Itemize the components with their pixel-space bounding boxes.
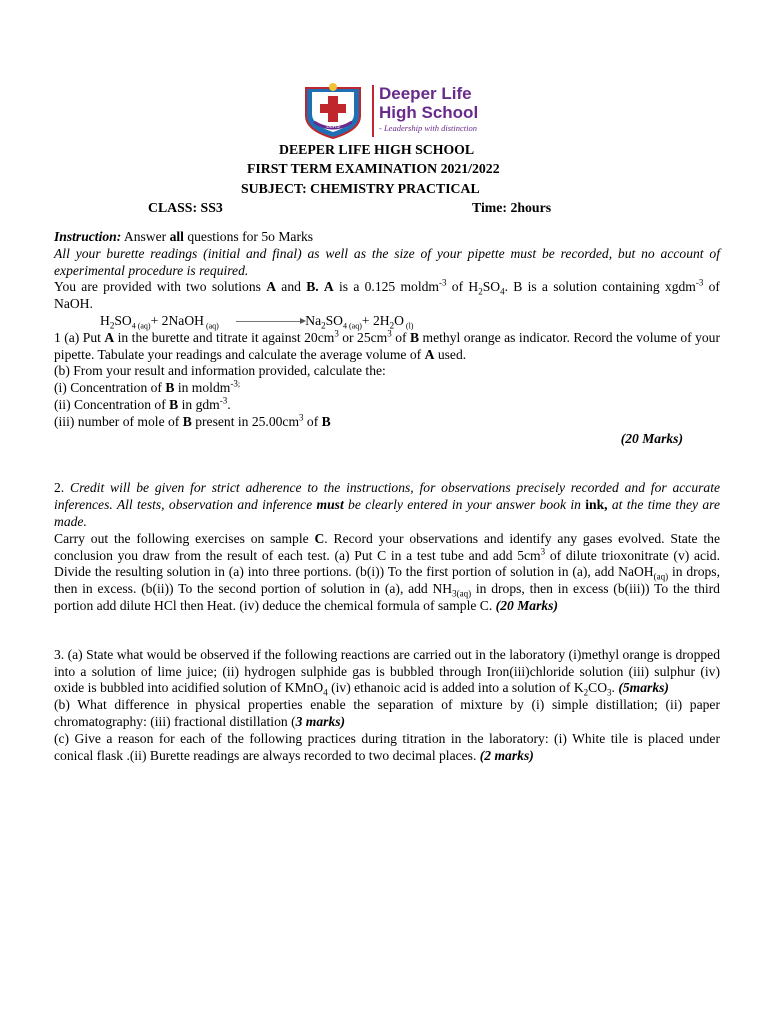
q3b: (b) What difference in physical properties enable the separation of mixture by (i) simple distillation; (ii) paper chromatography: (iii) fractional distillation (3 marks) xyxy=(54,697,720,729)
q1a: 1 (a) Put A in the burette and titrate it against $20cm^3$ or $25cm^3$ of B methyl orange as indicator. Record the volume of your pipette. Tabulate your readings and calculate the average volume of A used. xyxy=(54,328,721,362)
q1b-ii: (ii) Concentration of B in gdm$^{-3}$. xyxy=(54,395,231,412)
exam-body xyxy=(54,229,720,764)
instruction-note: All your burette readings (initial and final) as well as the size of your pipette must be recorded, but no account of experimental procedure is required. xyxy=(54,245,720,278)
logo-name-line1: Deeper Life xyxy=(379,84,472,103)
q1b: (b) From your result and information provided, calculate the: xyxy=(54,363,386,379)
exam-title: FIRST TERM EXAMINATION 2021/2022 xyxy=(247,161,500,176)
time-label: Time: 2hours xyxy=(472,200,552,215)
q2-body: Carry out the following exercises on sample C. Record your observations and identify any gases evolved. State the conclusion you draw from the result of each test. (a) Put C in a test tube and add $5cm^3$ of dilute trioxonitrate (v) acid. Divide the resulting solution in (a) into three portions. (b(i)) To the first portion of solution in (a), add NaOH$_{(aq)}$ in drops, then in excess. (b(ii)) To the second portion of solution in (a), add $NH_{3(aq)}$ in drops, then in excess (b(iii)) To the third portion add dilute HCl then Heat. (iv) deduce the chemical formula of sample C. (20 Marks) xyxy=(54,530,721,613)
logo-divider xyxy=(372,85,374,137)
q3a: 3. (a) State what would be observed if the following reactions are carried out in the laboratory (i)methyl orange is dropped into a solution of lime juice; (ii) hydrogen sulphide gas is bubbled through Iron(iii)chloride solution (iii) sulphur (iv) oxide is bubbled into acidified solution of KMnO$_4$ (iv) ethanoic acid is added into a solution of $K_2CO_3$. (5marks) xyxy=(54,646,720,699)
reaction-arrow-icon xyxy=(236,321,300,322)
crest-icon xyxy=(300,82,366,140)
instruction-line: Instruction: Answer all questions for 5o Marks xyxy=(54,229,314,244)
crest-text: DLHS xyxy=(326,124,340,130)
logo-tagline: - Leadership with distinction xyxy=(379,123,477,133)
q2-instruction: 2. Credit will be given for strict adherence to the instructions, for observations precisely recorded and for accurate inferences. All tests, observation and inference must be clearly entered in your answer book in ink, at the time they are made. xyxy=(54,480,721,529)
spacer xyxy=(54,447,720,480)
q1b-iii: (iii) number of mole of B present in $25.00cm^3$ of B xyxy=(54,412,331,429)
q1-marks: (20 Marks) xyxy=(620,430,683,446)
class-label: CLASS: SS3 xyxy=(148,200,223,215)
school-logo xyxy=(300,82,490,140)
spacer xyxy=(54,615,720,647)
q1-intro: You are provided with two solutions A and B. A is a 0.125 moldm$^{-3}$ of $H_2SO_4$. B is a solution containing xgdm$^{-3}$ of NaOH. xyxy=(54,277,720,312)
reaction-equation: $H_2SO_4$ $_{(aq)}$+ 2NaOH $_{(aq)}$ $Na_2SO_4$ $_{(aq)}+ 2H_2O$ $_{(l)}$ xyxy=(100,312,414,331)
subject-title: SUBJECT: CHEMISTRY PRACTICAL xyxy=(241,181,480,196)
q3c: (c) Give a reason for each of the following practices during titration in the laboratory: (i) White tile is placed under conical flask .(ii) Burette readings are always recorded to two decimal places. (2 marks) xyxy=(54,730,720,763)
logo-name-line2: High School xyxy=(379,103,479,122)
school-title: DEEPER LIFE HIGH SCHOOL xyxy=(279,142,475,157)
q1b-i: (i) Concentration of B in moldm$^{-3;}$ xyxy=(54,378,241,396)
